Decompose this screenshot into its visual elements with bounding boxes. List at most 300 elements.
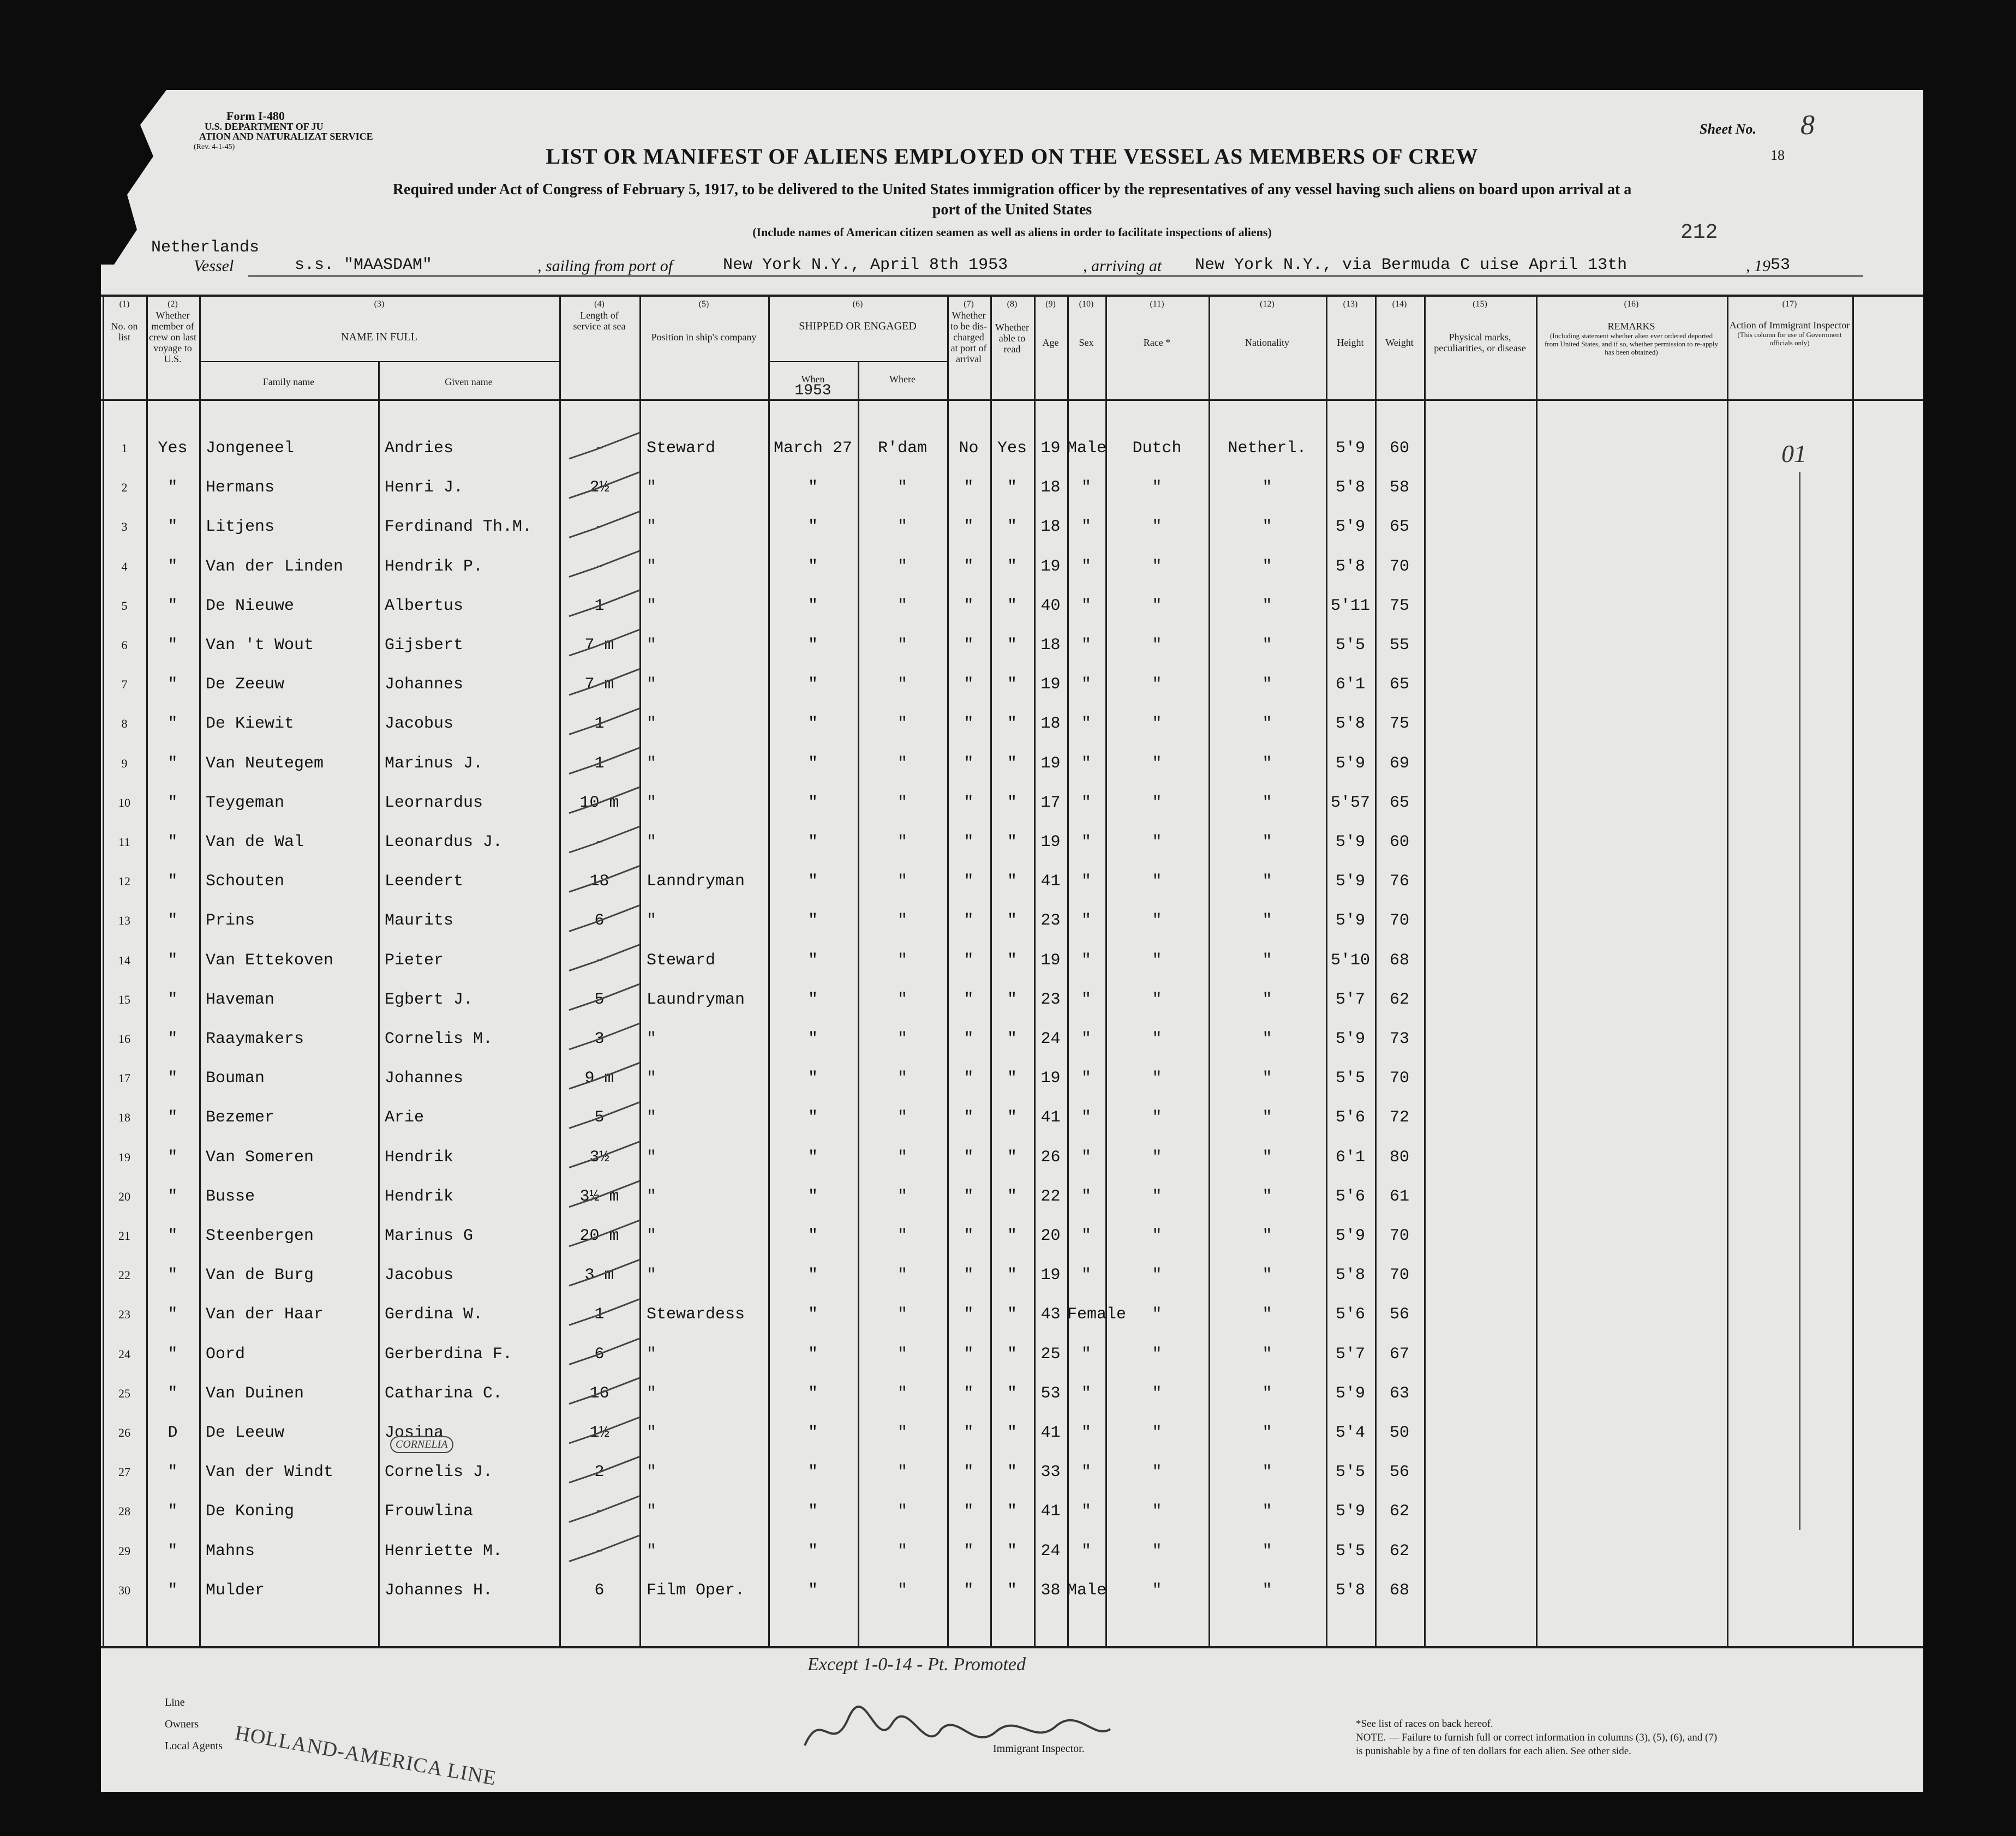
cell-nat: " [1262,990,1272,1009]
fine-note-line2: is punishable by a fine of ten dollars for each alien. See other side. [1356,1745,1631,1757]
year-label: , 19 [1746,257,1770,275]
cell-prev: " [167,911,178,931]
cell-family: Van der Haar [206,1305,324,1324]
cell-read: " [1007,1541,1017,1561]
cell-where: " [897,1463,907,1482]
except-note: Except 1-0-14 - Pt. Promoted [807,1654,1026,1675]
cell-given: Egbert J. [385,990,474,1009]
cell-service: 9 m [584,1069,614,1088]
cell-prev: " [167,1069,178,1088]
cell-read: " [1007,754,1017,773]
cell-when: " [807,793,818,812]
cell-read: " [1007,793,1017,812]
table-row [101,467,1923,506]
cell-position: " [647,1187,657,1206]
cell-where: " [897,478,907,497]
cell-given: Johannes [385,675,464,694]
cell-sex: " [1081,793,1091,812]
cell-nat: " [1262,1266,1272,1285]
cell-age: 24 [1040,1541,1061,1561]
cell-given: Henri J. [385,478,464,497]
cell-no: 20 [118,1189,130,1203]
cell-service: 1 [594,596,605,615]
cell-family: Steenbergen [206,1227,314,1245]
cell-read: " [1007,990,1017,1009]
cell-where: " [897,1305,907,1324]
cell-sex: " [1081,675,1091,694]
cornelia-note: CORNELIA [390,1436,453,1453]
cell-where: " [897,793,907,812]
cell-service: 2½ [589,478,609,497]
col-header-sex: (10) Sex [1079,299,1094,348]
cell-service: 16 [589,1384,609,1403]
cell-age: 23 [1040,911,1061,931]
cell-age: 18 [1040,715,1061,734]
cell-position: " [647,478,657,497]
cell-weight: 70 [1389,1227,1409,1245]
col-header-family-name: Family name [262,376,315,387]
cell-family: Bouman [206,1069,265,1088]
cell-where: R'dam [877,439,927,458]
cell-nat: " [1262,1148,1272,1167]
cell-disch: " [964,1384,974,1403]
cell-read: " [1007,1266,1017,1285]
cell-when: " [807,1541,818,1561]
cell-height: 5'7 [1335,1345,1365,1364]
cell-read: " [1007,1463,1017,1482]
cell-disch: " [964,911,974,931]
cell-race: " [1152,1502,1162,1521]
cell-given: Hendrik P. [385,557,483,576]
subtitle-note: (Include names of American citizen seamen as well as aliens in order to facilitate inspections of aliens) [752,225,1272,239]
cell-prev: " [167,518,178,537]
cell-nat: " [1262,1305,1272,1324]
cell-position: " [647,1266,657,1285]
cell-sex: " [1081,911,1091,931]
cell-where: " [897,1581,907,1600]
cell-read: " [1007,1384,1017,1403]
cell-prev: " [167,872,178,891]
table-row [101,980,1923,1018]
cell-race: " [1152,793,1162,812]
cell-family: Jongeneel [206,439,295,458]
cell-where: " [897,1266,907,1285]
cell-no: 5 [121,598,128,613]
punch-hole [57,584,90,616]
col-header-no: (1) No. on list [111,299,138,343]
cell-service: - [594,557,605,576]
cell-position: Lanndryman [647,872,745,891]
cell-disch: " [964,1148,974,1167]
table-row [101,1255,1923,1293]
cell-given: Maurits [385,911,454,931]
cell-disch: " [964,833,974,851]
cell-nat: " [1262,872,1272,891]
cell-family: Bezemer [206,1108,275,1127]
cell-weight: 72 [1389,1108,1409,1127]
cell-height: 5'6 [1335,1305,1365,1324]
cell-race: " [1152,1424,1162,1442]
cell-sex: " [1081,518,1091,537]
cell-weight: 70 [1389,1069,1409,1088]
cell-where: " [897,1108,907,1127]
cell-family: Van Ettekoven [206,951,334,970]
cell-height: 5'8 [1335,478,1365,497]
cell-position: " [647,1502,657,1521]
cell-nat: " [1262,793,1272,812]
cell-when: " [807,557,818,576]
cell-read: " [1007,557,1017,576]
cell-disch: " [964,1541,974,1561]
cell-height: 5'9 [1335,1227,1365,1245]
cell-when: " [807,1108,818,1127]
cell-service: - [594,1541,605,1561]
cell-age: 19 [1040,557,1061,576]
cell-when: " [807,911,818,931]
cell-age: 19 [1040,754,1061,773]
cell-race: " [1152,675,1162,694]
cell-family: Mahns [206,1541,255,1561]
cell-no: 24 [118,1347,130,1361]
cell-no: 13 [118,914,130,928]
table-row [101,547,1923,585]
cell-position: " [647,557,657,576]
cell-family: Van de Burg [206,1266,314,1285]
cell-nat: " [1262,596,1272,615]
cell-race: " [1152,1187,1162,1206]
cell-prev: " [167,478,178,497]
cell-given: Gerberdina F. [385,1345,513,1364]
cell-race: " [1152,478,1162,497]
cell-read: " [1007,1502,1017,1521]
cell-age: 43 [1040,1305,1061,1324]
cell-where: " [897,951,907,970]
cell-service: 3½ m [579,1187,619,1206]
footer-owners-label: Owners [165,1718,199,1730]
cell-family: Raaymakers [206,1030,304,1048]
cell-height: 5'57 [1330,793,1370,812]
cell-family: Van 't Wout [206,636,314,655]
col-header-shipped-when: When [801,374,825,385]
cell-where: " [897,1502,907,1521]
cell-family: Van Someren [206,1148,314,1167]
cell-position: " [647,1069,657,1088]
cell-service: 7 m [584,675,614,694]
cell-given: Andries [385,439,454,458]
cell-prev: " [167,596,178,615]
cell-weight: 68 [1389,1581,1409,1600]
cell-prev: " [167,715,178,734]
cell-prev: " [167,833,178,851]
cell-where: " [897,872,907,891]
cell-sex: " [1081,990,1091,1009]
cell-sex: " [1081,1227,1091,1245]
cell-sex: " [1081,1266,1091,1285]
cell-height: 6'1 [1335,1148,1365,1167]
cell-read: " [1007,675,1017,694]
cell-no: 7 [121,677,128,692]
cell-when: " [807,1148,818,1167]
cell-nat: " [1262,1581,1272,1600]
cell-where: " [897,1187,907,1206]
cell-position: " [647,1424,657,1442]
cell-family: Van der Windt [206,1463,334,1482]
cell-prev: " [167,1305,178,1324]
cell-service: 1½ [589,1424,609,1442]
cell-service: 1 [594,1305,605,1324]
cell-weight: 75 [1389,715,1409,734]
cell-where: " [897,1541,907,1561]
col-header-service: (4) Length of service at sea [573,299,626,332]
cell-position: " [647,715,657,734]
subtitle-line1: Required under Act of Congress of February 5, 1917, to be delivered to the United States immigration officer by the representatives of any vessel having such aliens on board upon arrival at a [392,181,1632,198]
cell-family: De Nieuwe [206,596,295,615]
col-header-height: (13) Height [1337,299,1364,348]
cell-when: " [807,1581,818,1600]
cell-sex: " [1081,1030,1091,1048]
cell-age: 38 [1040,1581,1061,1600]
cell-weight: 63 [1389,1384,1409,1403]
cell-given: Ferdinand Th.M. [385,518,533,537]
cell-sex: " [1081,754,1091,773]
cell-position: Film Oper. [647,1581,745,1600]
cell-age: 18 [1040,518,1061,537]
cell-read: " [1007,1030,1017,1048]
cell-height: 5'6 [1335,1108,1365,1127]
cell-family: Prins [206,911,255,931]
cell-height: 5'9 [1335,518,1365,537]
cell-read: Yes [997,439,1027,458]
cell-position: Stewardess [647,1305,745,1324]
cell-no: 25 [118,1386,130,1400]
cell-prev: " [167,1581,178,1600]
table-row [101,1413,1923,1451]
table-row [101,1216,1923,1254]
cell-race: " [1152,1227,1162,1245]
cell-service: 20 m [579,1227,619,1245]
cell-read: " [1007,872,1017,891]
cell-no: 9 [121,756,128,770]
cell-disch: " [964,872,974,891]
cell-given: Pieter [385,951,444,970]
cell-sex: " [1081,557,1091,576]
footer-agents-label: Local Agents [165,1740,223,1752]
races-note: *See list of races on back hereof. [1356,1718,1493,1730]
cell-disch: " [964,1227,974,1245]
cell-age: 19 [1040,675,1061,694]
cell-position: " [647,1108,657,1127]
cell-given: Marinus G [385,1227,474,1245]
cell-age: 19 [1040,951,1061,970]
cell-given: Cornelis M. [385,1030,493,1048]
cell-given: Leendert [385,872,464,891]
cell-position: " [647,675,657,694]
table-row [101,901,1923,939]
cell-given: Hendrik [385,1187,454,1206]
cell-height: 5'9 [1335,872,1365,891]
cell-given: Hendrik [385,1148,454,1167]
cell-race: " [1152,911,1162,931]
cell-when: " [807,1502,818,1521]
table-row [101,1570,1923,1609]
cell-when: " [807,1384,818,1403]
sailing-label: , sailing from port of [537,257,673,275]
cell-height: 5'9 [1335,911,1365,931]
cell-height: 5'5 [1335,1463,1365,1482]
cell-age: 24 [1040,1030,1061,1048]
cell-race: " [1152,872,1162,891]
table-row [101,507,1923,545]
col-header-discharged: (7) Whether to be dis-charged at port of arrival [950,299,987,364]
cell-sex: " [1081,1541,1091,1561]
cell-where: " [897,990,907,1009]
cell-disch: " [964,1463,974,1482]
cell-prev: " [167,1108,178,1127]
cell-weight: 61 [1389,1187,1409,1206]
form-number: Form I-480 [226,109,285,123]
cell-where: " [897,636,907,655]
cell-no: 12 [118,874,130,889]
cell-nat: " [1262,1502,1272,1521]
form-rev: (Rev. 4-1-45) [194,143,235,151]
cell-age: 17 [1040,793,1061,812]
cell-age: 22 [1040,1187,1061,1206]
punch-hole [57,1135,90,1167]
punch-hole [57,671,90,704]
cell-prev: " [167,1345,178,1364]
cell-given: Gerdina W. [385,1305,483,1324]
cell-no: 2 [121,481,128,495]
cell-where: " [897,754,907,773]
cell-disch: " [964,478,974,497]
cell-read: " [1007,1148,1017,1167]
cell-age: 40 [1040,596,1061,615]
cell-service: 6 [594,1345,605,1364]
cell-sex: " [1081,715,1091,734]
cell-service: 3½ [589,1148,609,1167]
form-service: ATION AND NATURALIZAT SERVICE [199,131,373,142]
cell-given: Jacobus [385,715,454,734]
cell-no: 16 [118,1032,130,1046]
cell-when: " [807,518,818,537]
table-header-bottom [101,399,1923,401]
cell-race: " [1152,518,1162,537]
cell-sex: " [1081,478,1091,497]
cell-no: 27 [118,1465,130,1479]
punch-hole [57,322,90,355]
cell-no: 1 [121,441,128,455]
page-title: LIST OR MANIFEST OF ALIENS EMPLOYED ON THE VESSEL AS MEMBERS OF CREW [546,144,1479,169]
cell-height: 5'5 [1335,1069,1365,1088]
cell-prev: Yes [158,439,188,458]
table-row [101,861,1923,899]
cell-position: Steward [647,951,716,970]
cell-sex: " [1081,1187,1091,1206]
cell-race: " [1152,833,1162,851]
col-header-race: (11) Race * [1143,299,1171,348]
cell-service: 2 [594,1463,605,1482]
punch-hole [57,1396,90,1429]
manifest-sheet [101,90,1923,1792]
cell-age: 26 [1040,1148,1061,1167]
cell-sex: " [1081,833,1091,851]
cell-disch: " [964,1424,974,1442]
cell-race: " [1152,1384,1162,1403]
cell-where: " [897,911,907,931]
cell-when: " [807,1069,818,1088]
cell-given: Johannes [385,1069,464,1088]
cell-given: Henriette M. [385,1541,503,1561]
cell-disch: " [964,518,974,537]
vessel-label: Vessel [194,257,234,275]
cell-read: " [1007,478,1017,497]
cell-height: 5'11 [1330,596,1370,615]
col-header-nationality: (12) Nationality [1245,299,1289,348]
cell-where: " [897,1384,907,1403]
cell-given: Albertus [385,596,464,615]
cell-height: 5'4 [1335,1424,1365,1442]
cell-age: 19 [1040,1266,1061,1285]
cell-family: Van de Wal [206,833,304,851]
cell-position: " [647,636,657,655]
table-row [101,1491,1923,1529]
cell-prev: " [167,1148,178,1167]
cell-no: 26 [118,1426,130,1439]
cell-read: " [1007,1227,1017,1245]
cell-disch: " [964,596,974,615]
cell-sex: " [1081,1424,1091,1442]
cell-disch: " [964,990,974,1009]
cell-weight: 70 [1389,911,1409,931]
cell-race: " [1152,1581,1162,1600]
table-row [101,625,1923,663]
cell-age: 41 [1040,1502,1061,1521]
cell-where: " [897,715,907,734]
cell-race: " [1152,1148,1162,1167]
cell-nat: " [1262,1541,1272,1561]
cell-sex: " [1081,872,1091,891]
cell-where: " [897,1148,907,1167]
cell-no: 6 [121,638,128,652]
cell-weight: 60 [1389,439,1409,458]
cell-race: " [1152,715,1162,734]
col-header-prev-voyage: (2) Whether member of crew on last voyage to U.S. [149,299,196,364]
cell-service: 6 [594,911,605,931]
cell-family: Busse [206,1187,255,1206]
cell-when: " [807,1030,818,1048]
cell-race: " [1152,1266,1162,1285]
cell-family: De Leeuw [206,1424,285,1442]
cell-read: " [1007,1108,1017,1127]
cell-given: Arie [385,1108,424,1127]
cell-where: " [897,1424,907,1442]
cell-when: " [807,715,818,734]
cell-age: 53 [1040,1384,1061,1403]
cell-age: 19 [1040,1069,1061,1088]
cell-read: " [1007,715,1017,734]
table-row [101,743,1923,782]
cell-sex: " [1081,636,1091,655]
cell-sex: " [1081,951,1091,970]
cell-service: - [594,439,605,458]
sailing-from: New York N.Y., April 8th 1953 [723,256,1008,274]
cell-weight: 69 [1389,754,1409,773]
cell-read: " [1007,1345,1017,1364]
arriving-label: , arriving at [1083,257,1162,275]
cell-position: " [647,1345,657,1364]
col-header-read: (8) Whether able to read [995,299,1029,355]
cell-age: 20 [1040,1227,1061,1245]
